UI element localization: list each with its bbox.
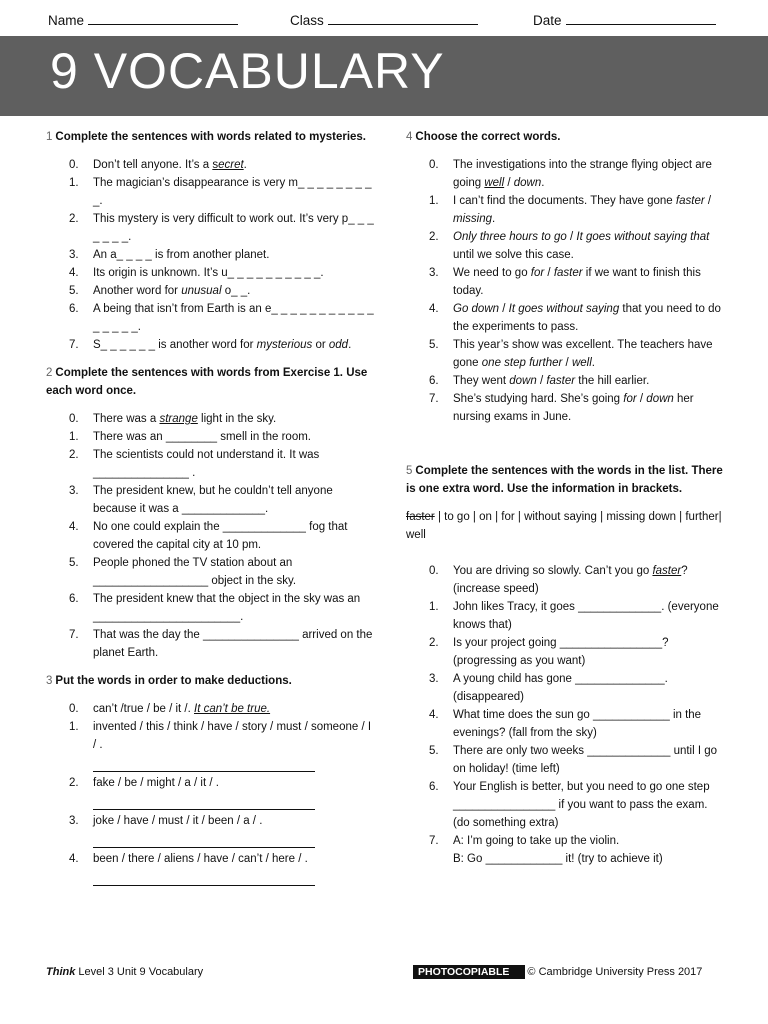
exercise-item [46,590,376,626]
item-text: The president knew that the object in the sky was an _______________________. [93,593,361,623]
exercise-item [46,718,376,772]
item-text: The scientists could not understand it. It was _______________ . [93,449,320,479]
exercise-3-heading [46,672,376,690]
item-text: A young child has gone ______________. (disappeared) [453,673,668,703]
item-number: 0. [69,413,79,425]
item-text: Only three hours to go / It goes without saying that until we solve this case. [453,231,710,261]
item-text: There was a strange light in the sky. [93,413,277,425]
item-number: 2. [429,231,439,243]
item-text: S_ _ _ _ _ _ is another word for mysterious or odd. [93,339,352,351]
exercise-5 [406,462,726,868]
exercise-item [46,246,376,264]
item-number: 1. [69,721,79,733]
exercise-item [406,372,726,390]
exercise-item [406,228,726,264]
item-text: I can’t find the documents. They have gone faster / missing. [453,195,712,225]
item-text: fake / be / might / a / it / . [93,777,219,789]
item-number: 1. [69,431,79,443]
exercise-item [406,778,726,832]
item-text: can’t /true / be / it /. It can’t be true. [93,703,271,715]
item-number: 3. [429,673,439,685]
name-line [88,10,238,25]
item-text: joke / have / must / it / been / a / . [93,815,263,827]
item-number: 0. [69,703,79,715]
exercise-item [46,210,376,246]
exercise-number: 1 [46,131,53,143]
item-text: A: I’m going to take up the violin. B: Go ____________ it! (try to achieve it) [453,835,663,865]
item-text: That was the day the _______________ arrived on the planet Earth. [93,629,373,659]
item-text: Don’t tell anyone. It’s a secret. [93,159,247,171]
exercise-item [406,706,726,742]
exercise-item [46,850,376,886]
exercise-instruction: Complete the sentences with words from Exercise 1. Use each word once. [46,367,368,397]
item-number: 7. [69,629,79,641]
item-text: What time does the sun go ____________ in the evenings? (fall from the sky) [453,709,702,739]
exercise-item [46,554,376,590]
item-text: They went down / faster the hill earlier. [453,375,650,387]
right-column [406,128,726,878]
exercise-number: 3 [46,675,53,687]
item-number: 2. [69,449,79,461]
item-text: Another word for unusual o_ _. [93,285,251,297]
item-number: 5. [69,285,79,297]
exercise-list [46,410,376,662]
exercise-item [46,774,376,810]
exercise-item [46,410,376,428]
item-number: 1. [429,601,439,613]
exercise-item [406,598,726,634]
exercise-item [406,562,726,598]
item-number: 2. [69,777,79,789]
item-text: The magician’s disappearance is very m_ _ _ _ _ _ _ _ _. [93,177,372,207]
item-text: Go down / It goes without saying that you need to do the experiments to pass. [453,303,721,333]
item-number: 6. [429,781,439,793]
item-number: 6. [429,375,439,387]
exercise-item [46,518,376,554]
item-number: 2. [429,637,439,649]
exercise-instruction: Complete the sentences with the words in the list. There is one extra word. Use the information in brackets. [406,465,723,495]
class-field[interactable] [290,10,478,28]
item-text: John likes Tracy, it goes _____________. (everyone knows that) [453,601,719,631]
item-number: 3. [429,267,439,279]
item-number: 7. [69,339,79,351]
item-number: 4. [69,521,79,533]
item-number: 4. [429,709,439,721]
item-text: A being that isn’t from Earth is an e_ _ _ _ _ _ _ _ _ _ _ _ _ _ _ _. [93,303,374,333]
item-text: The investigations into the strange flying object are going well / down. [453,159,712,189]
exercise-item [406,670,726,706]
exercise-item [406,300,726,336]
exercise-number: 5 [406,465,413,477]
exercise-2 [46,364,376,662]
item-number: 0. [429,159,439,171]
photocopiable-badge: PHOTOCOPIABLE [413,965,525,979]
exercise-item [46,156,376,174]
item-text: You are driving so slowly. Can’t you go faster? (increase speed) [453,565,688,595]
exercise-instruction: Put the words in order to make deductions. [55,675,292,687]
answer-line[interactable] [93,754,315,772]
item-text: People phoned the TV station about an __________________ object in the sky. [93,557,297,587]
exercise-4-heading [406,128,726,146]
exercise-item [406,742,726,778]
item-number: 4. [69,853,79,865]
left-column [46,128,376,896]
exercise-item [46,482,376,518]
exercise-item [406,156,726,192]
answer-line[interactable] [93,792,315,810]
item-number: 3. [69,249,79,261]
exercise-item [46,264,376,282]
exercise-instruction: Complete the sentences with words related to mysteries. [55,131,366,143]
date-line [566,10,716,25]
exercise-item [406,336,726,372]
exercise-1 [46,128,376,354]
exercise-item [46,336,376,354]
item-text: No one could explain the _____________ fog that covered the capital city at 10 pm. [93,521,348,551]
exercise-item [46,700,376,718]
item-text: She’s studying hard. She’s going for / down her nursing exams in June. [453,393,694,423]
exercise-4 [406,128,726,426]
item-text: invented / this / think / have / story / must / someone / I / . [93,721,372,751]
exercise-number: 4 [406,131,413,143]
copyright-text: © Cambridge University Press 2017 [527,966,703,978]
item-number: 1. [429,195,439,207]
exercise-instruction: Choose the correct words. [415,131,561,143]
class-line [328,10,478,25]
exercise-item [46,812,376,848]
exercise-list [46,700,376,886]
title-banner [0,36,768,116]
item-number: 0. [429,565,439,577]
item-number: 3. [69,815,79,827]
exercise-item [406,832,726,868]
item-text: We need to go for / faster if we want to finish this today. [453,267,701,297]
page-title: 9 VOCABULARY [50,43,445,99]
item-number: 5. [429,339,439,351]
item-number: 3. [69,485,79,497]
copyright-notice [413,966,702,978]
exercise-item [46,626,376,662]
student-info-header [48,10,728,32]
exercise-item [406,264,726,300]
exercise-item [406,192,726,228]
exercise-item [46,446,376,482]
exercise-item [46,300,376,336]
answer-line[interactable] [93,868,315,886]
exercise-item [46,282,376,300]
exercise-2-heading [46,364,376,400]
exercise-1-heading [46,128,376,146]
exercise-item [406,390,726,426]
exercise-list [406,562,726,868]
item-number: 7. [429,835,439,847]
exercise-list [406,156,726,426]
item-text: Is your project going ________________? (progressing as you want) [453,637,669,667]
item-number: 5. [69,557,79,569]
item-text: The president knew, but he couldn’t tell anyone because it was a _____________. [93,485,333,515]
exercise-item [46,174,376,210]
book-reference: Think Level 3 Unit 9 Vocabulary [46,966,204,978]
date-field[interactable] [533,10,716,28]
item-number: 5. [429,745,439,757]
class-label: Class [290,13,324,28]
item-number: 6. [69,303,79,315]
answer-line[interactable] [93,830,315,848]
name-field[interactable] [48,10,238,28]
item-number: 4. [429,303,439,315]
exercise-number: 2 [46,367,53,379]
item-number: 2. [69,213,79,225]
exercise-3 [46,672,376,886]
item-number: 0. [69,159,79,171]
exercise-list [46,156,376,354]
exercise-item [406,634,726,670]
name-label: Name [48,13,85,28]
item-text: This mystery is very difficult to work out. It’s very p_ _ _ _ _ _ _. [93,213,374,243]
item-text: Its origin is unknown. It’s u_ _ _ _ _ _ _ _ _ _. [93,267,324,279]
item-text: Your English is better, but you need to go one step ________________ if you want to pass the exam. (do something extra) [453,781,710,829]
item-number: 6. [69,593,79,605]
item-number: 4. [69,267,79,279]
item-number: 1. [69,177,79,189]
item-text: This year’s show was excellent. The teachers have gone one step further / well. [453,339,713,369]
word-list: faster | to go | on | for | without saying | missing down | further| well [406,511,722,541]
item-text: An a_ _ _ _ is from another planet. [93,249,270,261]
item-text: There are only two weeks _____________ until I go on holiday! (time left) [453,745,718,775]
item-text: been / there / aliens / have / can’t / here / . [93,853,308,865]
item-text: There was an ________ smell in the room. [93,431,311,443]
item-number: 7. [429,393,439,405]
exercise-5-heading [406,462,726,498]
date-label: Date [533,13,562,28]
exercise-item [46,428,376,446]
